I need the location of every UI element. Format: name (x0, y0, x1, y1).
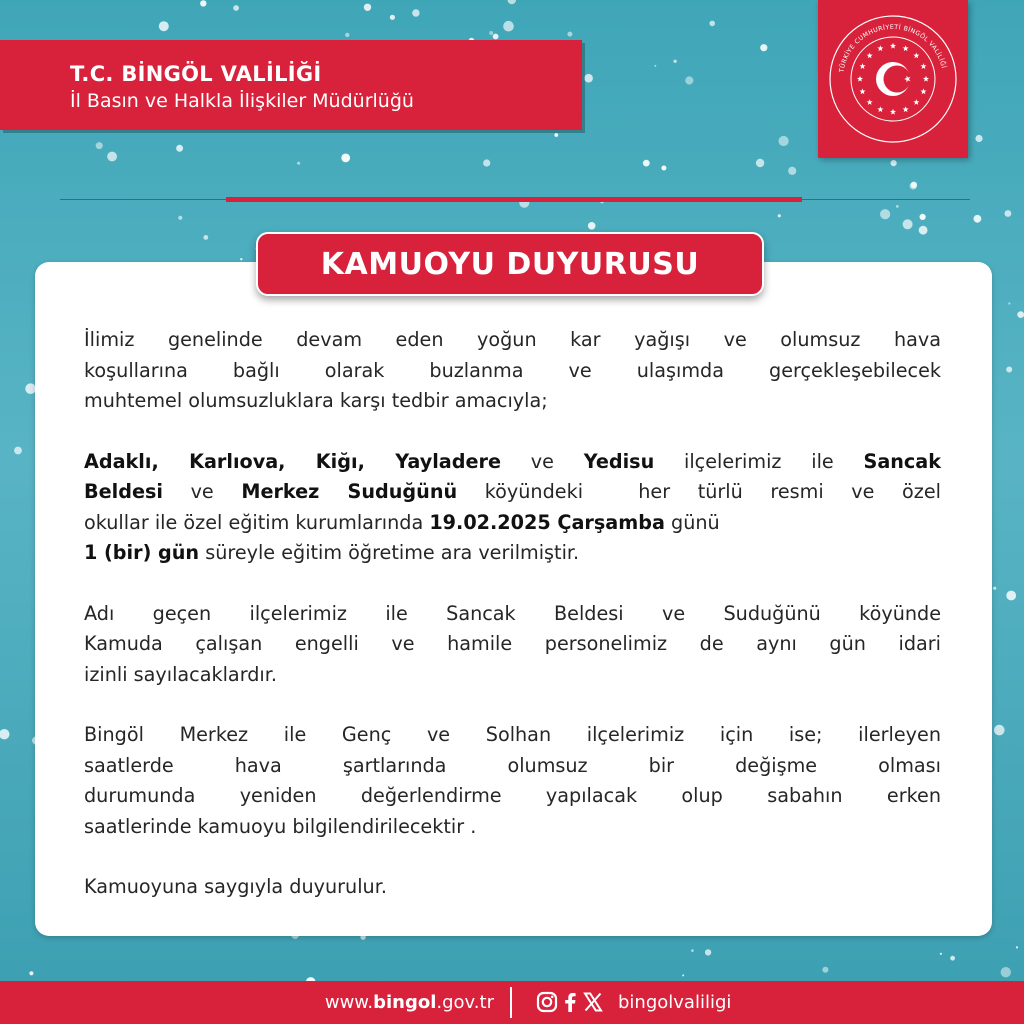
facebook-icon[interactable] (562, 991, 578, 1013)
town-name: Sancak (863, 449, 942, 473)
paragraph-2: Adaklı, Karlıova, Kiğı, Yayladere ve Yedisu ilçelerimiz ile Sancak Beldesi ve Merkez Suduğünü köyündeki her türlü resmi ve özel okullar ile özel eğitim kurumlarında 19.02.2025 Çarşamba günü 1 (bir) gün süreyle eğitim öğretime ara verilmiştir. (84, 449, 942, 564)
footer-bar (0, 981, 1024, 1024)
divider-accent (226, 197, 802, 202)
header-banner (0, 40, 582, 130)
district-list: Adaklı, Karlıova, Kiğı, Yayladere (84, 449, 501, 473)
footer-separator (510, 987, 512, 1018)
paragraph-1: İlimiz genelinde devam eden yoğun kar yağışı ve olumsuz hava koşullarına bağlı olarak buzlanma ve ulaşımda gerçekleşebilecek muhtemel olumsuzluklara karşı tedbir amacıyla; (84, 328, 941, 412)
title-pill (256, 232, 764, 296)
emblem-badge (818, 0, 968, 158)
institution-name: T.C. BİNGÖL VALİLİĞİ (70, 62, 322, 86)
district-last: Yedisu (583, 449, 655, 473)
closing-line: Kamuoyuna saygıyla duyurulur. (84, 875, 387, 898)
department-name: İl Basın ve Halkla İlişkiler Müdürlüğü (70, 90, 414, 112)
crescent-star-seal-icon (818, 0, 968, 158)
social-handle[interactable]: bingolvaliligi (618, 992, 732, 1013)
x-icon[interactable] (582, 991, 604, 1013)
paragraph-3: Adı geçen ilçelerimiz ile Sancak Beldesi ve Suduğünü köyünde Kamuda çalışan engelli ve hamile personelimiz de aynı gün idari izinli sayılacaklardır. (84, 601, 941, 686)
closure-duration: 1 (bir) gün (84, 541, 200, 564)
announcement-body (84, 325, 941, 903)
paragraph-4: Bingöl Merkez ile Genç ve Solhan ilçelerimiz için ise; ilerleyen saatlerde hava şartlarında olumsuz bir değişme olması durumunda yeniden değerlendirme yapılacak olup sabahın erken saatlerinde kamuoyu bilgilendirilecektir . (84, 723, 941, 838)
svg-text:TÜRKİYE CUMHURİYETİ BİNGÖL VAL: TÜRKİYE CUMHURİYETİ BİNGÖL VALİLİĞİ (838, 23, 947, 74)
instagram-icon[interactable] (536, 991, 558, 1013)
announcement-title: KAMUOYU DUYURUSU (320, 246, 700, 282)
website-link[interactable]: www.bingol.gov.tr (324, 992, 494, 1013)
village-name: Merkez Suduğünü (241, 480, 458, 503)
social-icons (536, 991, 604, 1015)
closure-date: 19.02.2025 Çarşamba (429, 510, 665, 534)
